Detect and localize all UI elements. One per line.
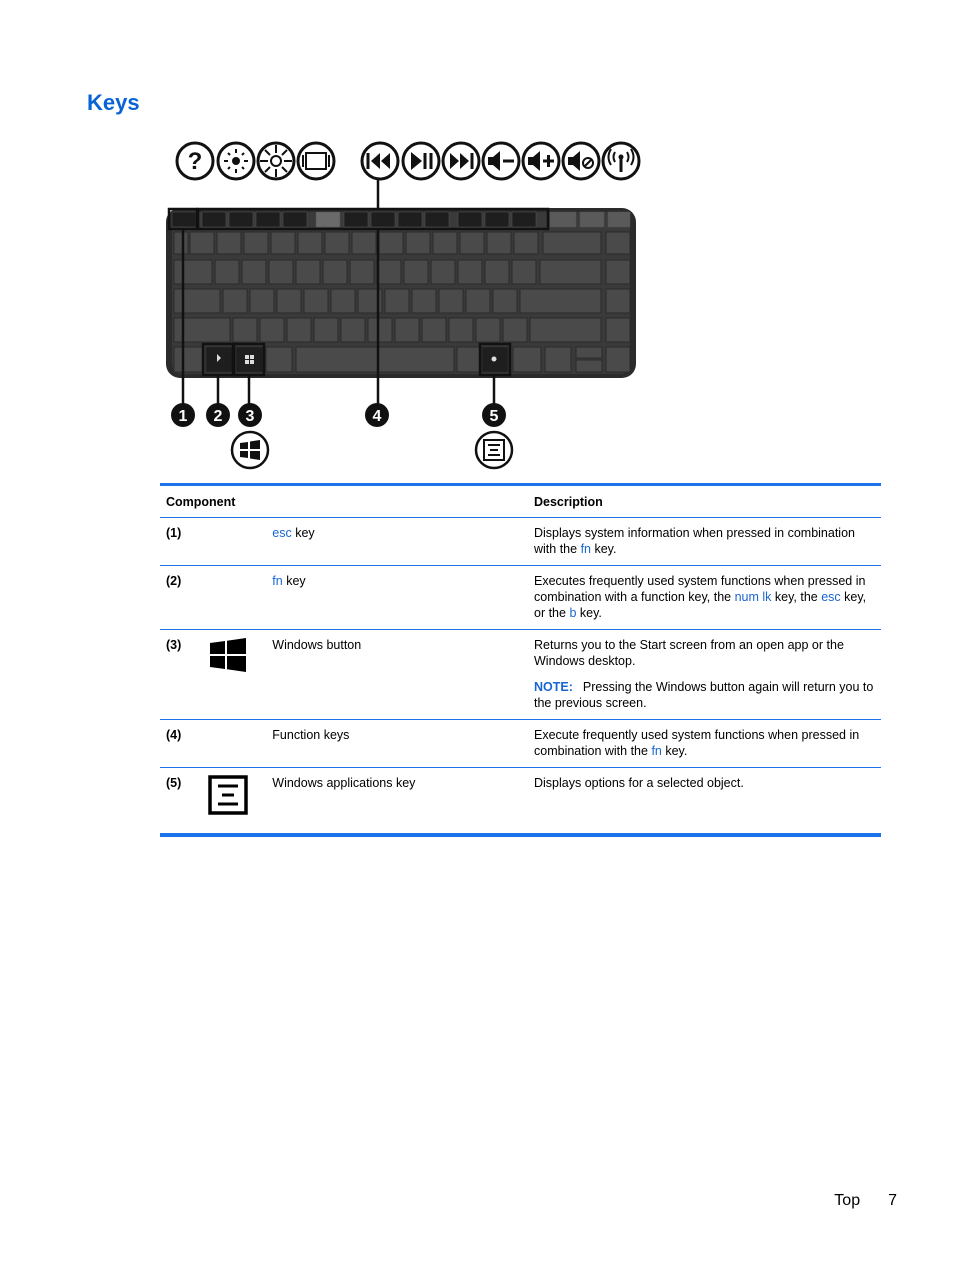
windows-applications-icon [476,432,512,468]
windows-logo-icon [232,432,268,468]
callout-4: 4 [372,408,382,425]
brightness-down-icon [218,143,254,179]
row-number: (2) [160,566,202,630]
components-table [160,483,881,837]
windows-applications-icon [208,775,248,815]
fn-link[interactable]: fn [272,574,283,588]
callout-1: 1 [178,408,188,425]
row-number: (1) [160,518,202,566]
table-row [160,518,881,566]
component-description: Returns you to the Start screen from an open app or the Windows desktop. NOTE: Pressing the Windows button again will return you to the previous screen. [528,630,881,720]
component-name: Function keys [266,720,528,768]
wireless-icon [603,143,639,179]
fn-link[interactable]: fn [651,744,662,758]
header-component: Component [160,485,528,518]
table-row [160,768,881,836]
callout-3: 3 [245,408,255,425]
row-number: (5) [166,776,182,790]
b-link[interactable]: b [569,606,577,620]
note-label: NOTE: [534,680,573,694]
page-footer [834,1192,897,1210]
svg-text:?: ? [187,148,203,175]
page-number: 7 [888,1192,897,1209]
table-row [160,630,881,720]
volume-up-icon [523,143,559,179]
next-track-icon [443,143,479,179]
component-description: Execute frequently used system functions when pressed in combination with the fn key. [528,720,881,768]
row-number: (3) [160,630,202,720]
table-row [160,566,881,630]
keyboard-figure [160,136,650,476]
windows-logo-icon [208,637,248,673]
esc-link[interactable]: esc [821,590,841,604]
component-name: Windows button [266,630,528,720]
component-description: Displays system information when pressed in combination with the fn key. [528,518,881,566]
display-switch-icon [298,143,334,179]
page-title: Keys [87,90,140,115]
num-lk-link[interactable]: num lk [734,590,772,604]
note-text: Pressing the Windows button again will return you to the previous screen. [534,680,874,710]
component-name: Windows applications key [272,776,416,790]
component-name: esc key [266,518,528,566]
mute-icon [563,143,599,179]
keyboard-body [166,208,636,378]
footer-section: Top [834,1192,861,1209]
callout-5: 5 [489,408,499,425]
header-description: Description [528,485,881,518]
help-icon [177,143,213,179]
fn-link[interactable]: fn [580,542,591,556]
component-description: Displays options for a selected object. [534,776,744,790]
row-number: (4) [160,720,202,768]
volume-down-icon [483,143,519,179]
brightness-up-icon [258,143,294,179]
esc-link[interactable]: esc [272,526,292,540]
component-description: Executes frequently used system functions when pressed in combination with a function key, the num lk key, the esc key, or the b key. [528,566,881,630]
play-pause-icon [403,143,439,179]
callout-2: 2 [213,408,223,425]
table-row [160,720,881,768]
component-name: fn key [266,566,528,630]
previous-track-icon [362,143,398,179]
